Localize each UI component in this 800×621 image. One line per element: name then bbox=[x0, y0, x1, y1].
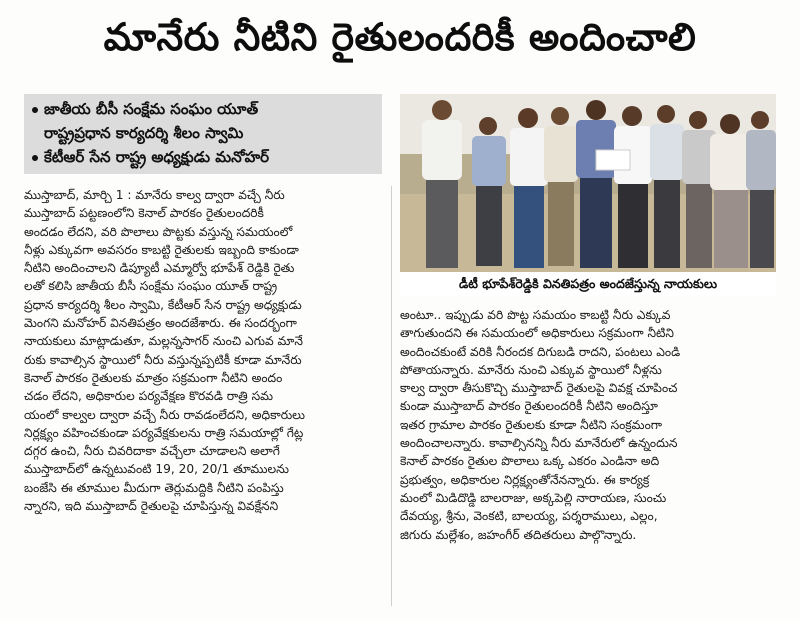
article-line: నీటిని అందించాలని డిప్యూటీ ఎమ్మార్వో భూపేశ్ రెడ్డికి రైతు bbox=[24, 261, 295, 276]
article-line: కుండా ముస్తాబాద్ పారకం రైతులందరికీ నీటిని అందిస్తూ bbox=[400, 399, 658, 414]
article-line: ముస్తాబాద్ పట్టణంలోని కెనాల్ పారకం రైతులందరికీ bbox=[24, 206, 264, 221]
column-divider bbox=[391, 186, 392, 606]
article-line: యంలో కాల్వల ద్వారా వచ్చే నీరు రావడంలేదని, అధికారులు bbox=[24, 407, 306, 422]
article-line: బంజేసి ఈ తూముల మీదుగా తెర్లుమద్దికి నీటిని పంపిస్తు bbox=[24, 480, 284, 495]
article-line: న్నారని, ఇది ముస్తాబాద్ రైతులపై చూపిస్తున్న వివక్షేనని bbox=[24, 499, 279, 514]
article-line: ప్రభుత్వం, అధికారుల నిర్లక్ష్యంతోనేనన్నారు. ఈ కార్యక్ర bbox=[400, 472, 650, 487]
article-line: కెనాల్ పారకం రైతులకు మాత్రం సక్రమంగా నీటిని అందం bbox=[24, 370, 283, 385]
article-line: ముస్తాబాద్, మార్చి 1 : మానేరు కాల్వ ద్వారా వచ్చే నీరు bbox=[24, 188, 285, 202]
article-line: లతో కలిసి జాతీయ బీసీ సంక్షేమ సంఘం యూత్ రాష్ట్ర bbox=[24, 279, 278, 294]
article-line: దేవయ్య, శ్రీను, వెంకటి, బాలయ్య, పర్శరాములు, ఎల్లం, bbox=[400, 509, 658, 524]
people-photo-illustration bbox=[400, 94, 776, 272]
article-line: ప్రధాన కార్యదర్శి శీలం స్వామి, కేటీఆర్ సేన రాష్ట్ర అధ్యక్షుడు bbox=[24, 297, 302, 312]
article-line: కెనాల్ పారకం రైతుల పొలాలు ఒక్క ఎకరం ఎండినా అది bbox=[400, 454, 660, 469]
subheading-line-1: జాతీయ బీసీ సంక్షేమ సంఘం యూత్ bbox=[32, 98, 258, 120]
subheading-line-2: రాష్ట్రప్రధాన కార్యదర్శి శీలం స్వామి bbox=[44, 124, 244, 142]
article-column-left bbox=[24, 186, 382, 515]
article-line: నాయకులు మాట్లాడుతూ, మల్లన్నసాగర్ నుంచి ఎగువ మానే bbox=[24, 334, 303, 349]
headline: మానేరు నీటిని రైతులందరికీ అందించాలి bbox=[103, 15, 697, 59]
article-line: అందడం లేదని, వరి పొలాలు పొట్టకు వస్తున్న సమయంలో bbox=[24, 224, 293, 239]
bullet-icon bbox=[32, 155, 38, 161]
article-line: తాగుతుందని ఈ సమయంలో అధికారులు సక్రమంగా నీటిని bbox=[400, 326, 674, 341]
bullet-icon bbox=[32, 107, 38, 113]
photo-caption: డీటీ భూపేశ్‌రెడ్డికి వినతిపత్రం అందజేస్తున్న నాయకులు bbox=[400, 272, 776, 296]
article-line: చడం లేదని, అధికారుల పర్యవేక్షణ కొరవడి రాత్రి సమ bbox=[24, 389, 274, 404]
article-line: మంలో మిడిదొడ్డి బాలరాజు, అక్కపెల్లి నారాయణ, సుంచు bbox=[400, 490, 667, 505]
article-line: రుకు కావాల్సిన స్థాయిలో నీరు వస్తున్నప్పటికీ కూడా మానేరు bbox=[24, 352, 302, 367]
news-photo bbox=[400, 94, 776, 272]
article-line: మెంగని మనోహర్ వినతిపత్రం అందజేశారు. ఈ సందర్భంగా bbox=[24, 316, 297, 331]
article-line: నీళ్లు ఎక్కువగా అవసరం కాబట్టి రైతులకు ఇబ్బంది కాకుండా bbox=[24, 242, 299, 257]
subheading-line-3: కేటీఆర్ సేన రాష్ట్ర అధ్యక్షుడు మనోహర్ bbox=[32, 146, 269, 168]
article-line: కాల్వ ద్వారా తీసుకొచ్చి ముస్తాబాద్ రైతులపై వివక్ష చూపించ bbox=[400, 381, 678, 396]
article-line: అందించాలన్నారు. కావాల్సినన్ని నీరు మానేరులో ఉన్నందున bbox=[400, 436, 678, 451]
article-line: జిగురు మల్లేశం, జహంగీర్ తదితరులు పాల్గొన్నారు. bbox=[400, 527, 637, 542]
article-line: పోతాయన్నారు. మానేరు నుంచి ఎక్కువ స్థాయిలో నీళ్లను bbox=[400, 362, 662, 377]
subheading-box bbox=[24, 94, 382, 174]
article-line: ముస్తాబాద్‌లో ఉన్నటువంటి 19, 20, 20/1 తూములను bbox=[24, 462, 289, 477]
article-line: అందించకుంటే వరికి నీరందక దిగుబడి రాదని, పంటలు ఎండి bbox=[400, 344, 681, 359]
article-column-right bbox=[400, 306, 776, 544]
article-line: ఇతర గ్రామాల పారకం రైతులకు కూడా నీటిని సంక్రమంగా bbox=[400, 417, 662, 432]
article-line: దగ్గర ఉంచి, నీరు చివరిదాకా వచ్చేలా చూడాలని అలాగే bbox=[24, 444, 280, 459]
article-line: నిర్లక్ష్యం వహించకుండా పర్యవేక్షకులను రాత్రి సమయాల్లో గేట్ల bbox=[24, 425, 304, 440]
article-line: అంటూ.. ఇప్పుడు వరి పొట్ట సమయం కాబట్టి నీరు ఎక్కువ bbox=[400, 308, 671, 322]
